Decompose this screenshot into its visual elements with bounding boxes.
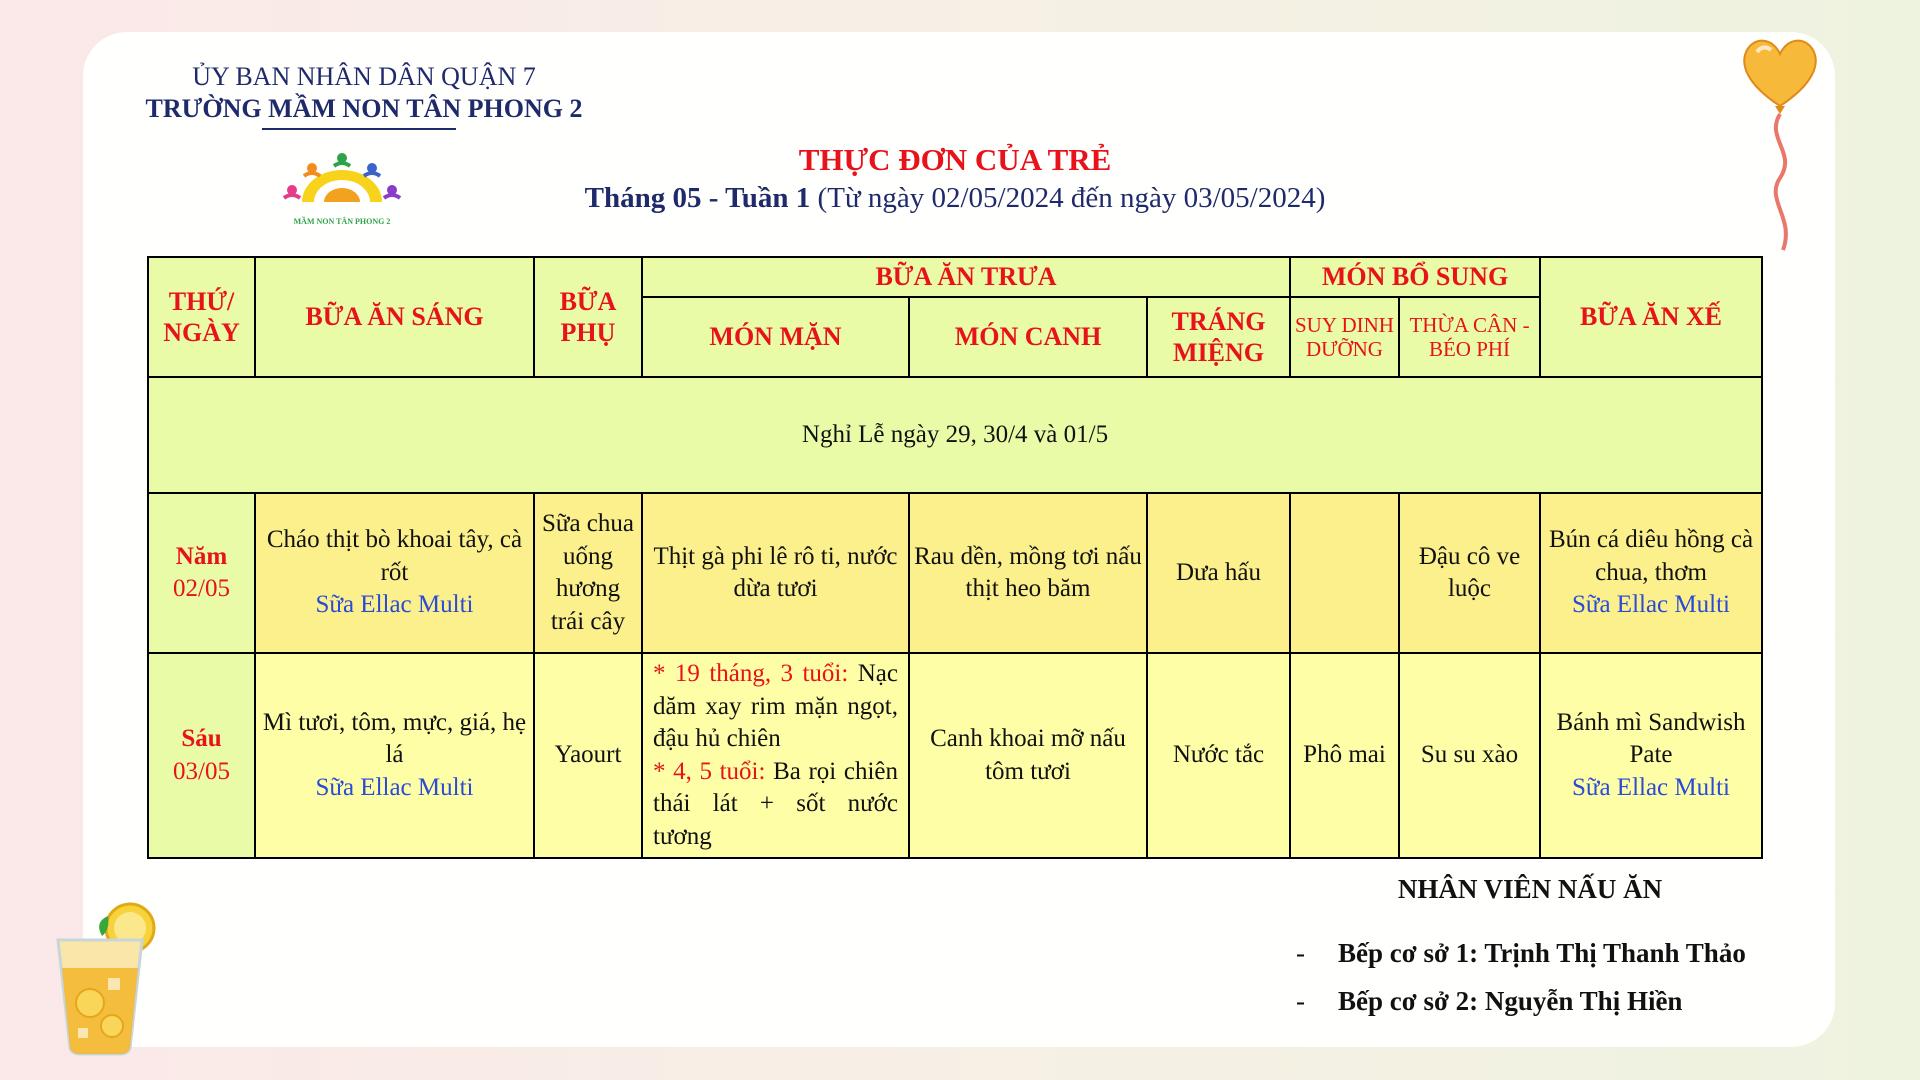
header-overweight: THỪA CÂN -BÉO PHÍ (1399, 297, 1540, 377)
day-cell (148, 493, 255, 653)
main-dish-cell (642, 653, 909, 858)
subtitle-week: Tháng 05 - Tuần 1 (584, 182, 811, 214)
day-name: Sáu (181, 725, 222, 752)
main-dish-2: Ba rọi chiên thái lát + sốt nước tương (653, 757, 898, 850)
soup-cell: Rau dền, mồng tơi nấu thịt heo băm (909, 493, 1147, 653)
kitchen1-name: Bếp cơ sở 1: Trịnh Thị Thanh Thảo (1338, 938, 1746, 968)
header-malnourished: SUY DINH DƯỠNG (1290, 297, 1399, 377)
main-dish-1: Nạc dăm xay rim mặn ngọt, đậu hủ chiên (653, 660, 898, 752)
overweight-cell: Đậu cô ve luộc (1399, 493, 1540, 653)
afternoon-cell (1540, 653, 1762, 858)
day-date: 03/05 (173, 757, 230, 785)
lemonade-icon (50, 898, 162, 1058)
age-group-1: * 19 tháng, 3 tuổi: (653, 660, 849, 687)
staff-title: NHÂN VIÊN NẤU ĂN (1397, 874, 1663, 904)
logo-text: MẦM NON TÂN PHONG 2 (293, 217, 391, 226)
school-logo (262, 150, 422, 234)
dessert-cell: Nước tắc (1147, 653, 1290, 858)
malnourished-cell: Phô mai (1290, 653, 1399, 858)
list-dash: - (1296, 986, 1305, 1016)
breakfast-cell (255, 653, 534, 858)
afternoon-milk: Sữa Ellac Multi (1572, 773, 1730, 801)
breakfast-dish: Mì tươi, tôm, mực, giá, hẹ lá (262, 708, 527, 769)
header-day: THỨ/ NGÀY (148, 257, 255, 377)
header-breakfast: BỮA ĂN SÁNG (255, 257, 534, 377)
menu-table (147, 256, 1763, 859)
breakfast-milk: Sữa Ellac Multi (315, 591, 474, 619)
overweight-cell: Su su xào (1399, 653, 1540, 858)
header-supplement: MÓN BỔ SUNG (1290, 257, 1540, 297)
subtitle-dates: (Từ ngày 02/05/2024 đến ngày 03/05/2024) (810, 182, 1326, 214)
afternoon-dish: Bánh mì Sandwish Pate (1556, 708, 1746, 769)
dessert-cell: Dưa hấu (1147, 493, 1290, 653)
breakfast-milk: Sữa Ellac Multi (315, 773, 474, 801)
breakfast-dish: Cháo thịt bò khoai tây, cà rốt (266, 526, 523, 586)
breakfast-cell (255, 493, 534, 653)
page-title: THỰC ĐƠN CỦA TRẺ (798, 142, 1112, 177)
day-name: Năm (175, 542, 228, 570)
header-main-dish: MÓN MẶN (642, 297, 909, 377)
afternoon-milk: Sữa Ellac Multi (1572, 591, 1730, 619)
table-row (148, 493, 1762, 653)
soup-cell: Canh khoai mỡ nấu tôm tươi (909, 653, 1147, 858)
table-row (148, 653, 1762, 858)
main-dish-cell: Thịt gà phi lê rô ti, nước dừa tươi (642, 493, 909, 653)
page-subtitle (450, 182, 1460, 215)
staff-kitchen2 (1296, 986, 1682, 1017)
age-group-2: * 4, 5 tuổi: (653, 757, 766, 785)
holiday-note: Nghỉ Lễ ngày 29, 30/4 và 01/5 (148, 377, 1762, 493)
header-soup: MÓN CANH (909, 297, 1147, 377)
header-dessert: TRÁNG MIỆNG (1147, 297, 1290, 377)
afternoon-cell (1540, 493, 1762, 653)
balloon-icon (1735, 28, 1825, 258)
header-snack: BỮA PHỤ (534, 257, 642, 377)
kitchen2-name: Bếp cơ sở 2: Nguyễn Thị Hiền (1338, 986, 1683, 1016)
day-date: 02/05 (173, 575, 230, 602)
malnourished-cell (1290, 493, 1399, 653)
org-line1: ỦY BAN NHÂN DÂN QUẬN 7 (192, 62, 536, 91)
org-line2: TRƯỜNG MẦM NON TÂN PHONG 2 (145, 94, 583, 123)
snack-cell: Yaourt (534, 653, 642, 858)
header-lunch: BỮA ĂN TRƯA (642, 257, 1290, 297)
day-cell (148, 653, 255, 858)
header-afternoon: BỮA ĂN XẾ (1540, 257, 1762, 377)
staff-kitchen1 (1296, 938, 1746, 969)
org-underline (262, 128, 456, 130)
list-dash: - (1296, 938, 1305, 968)
snack-cell: Sữa chua uống hương trái cây (534, 493, 642, 653)
afternoon-dish: Bún cá diêu hồng cà chua, thơm (1548, 526, 1754, 586)
